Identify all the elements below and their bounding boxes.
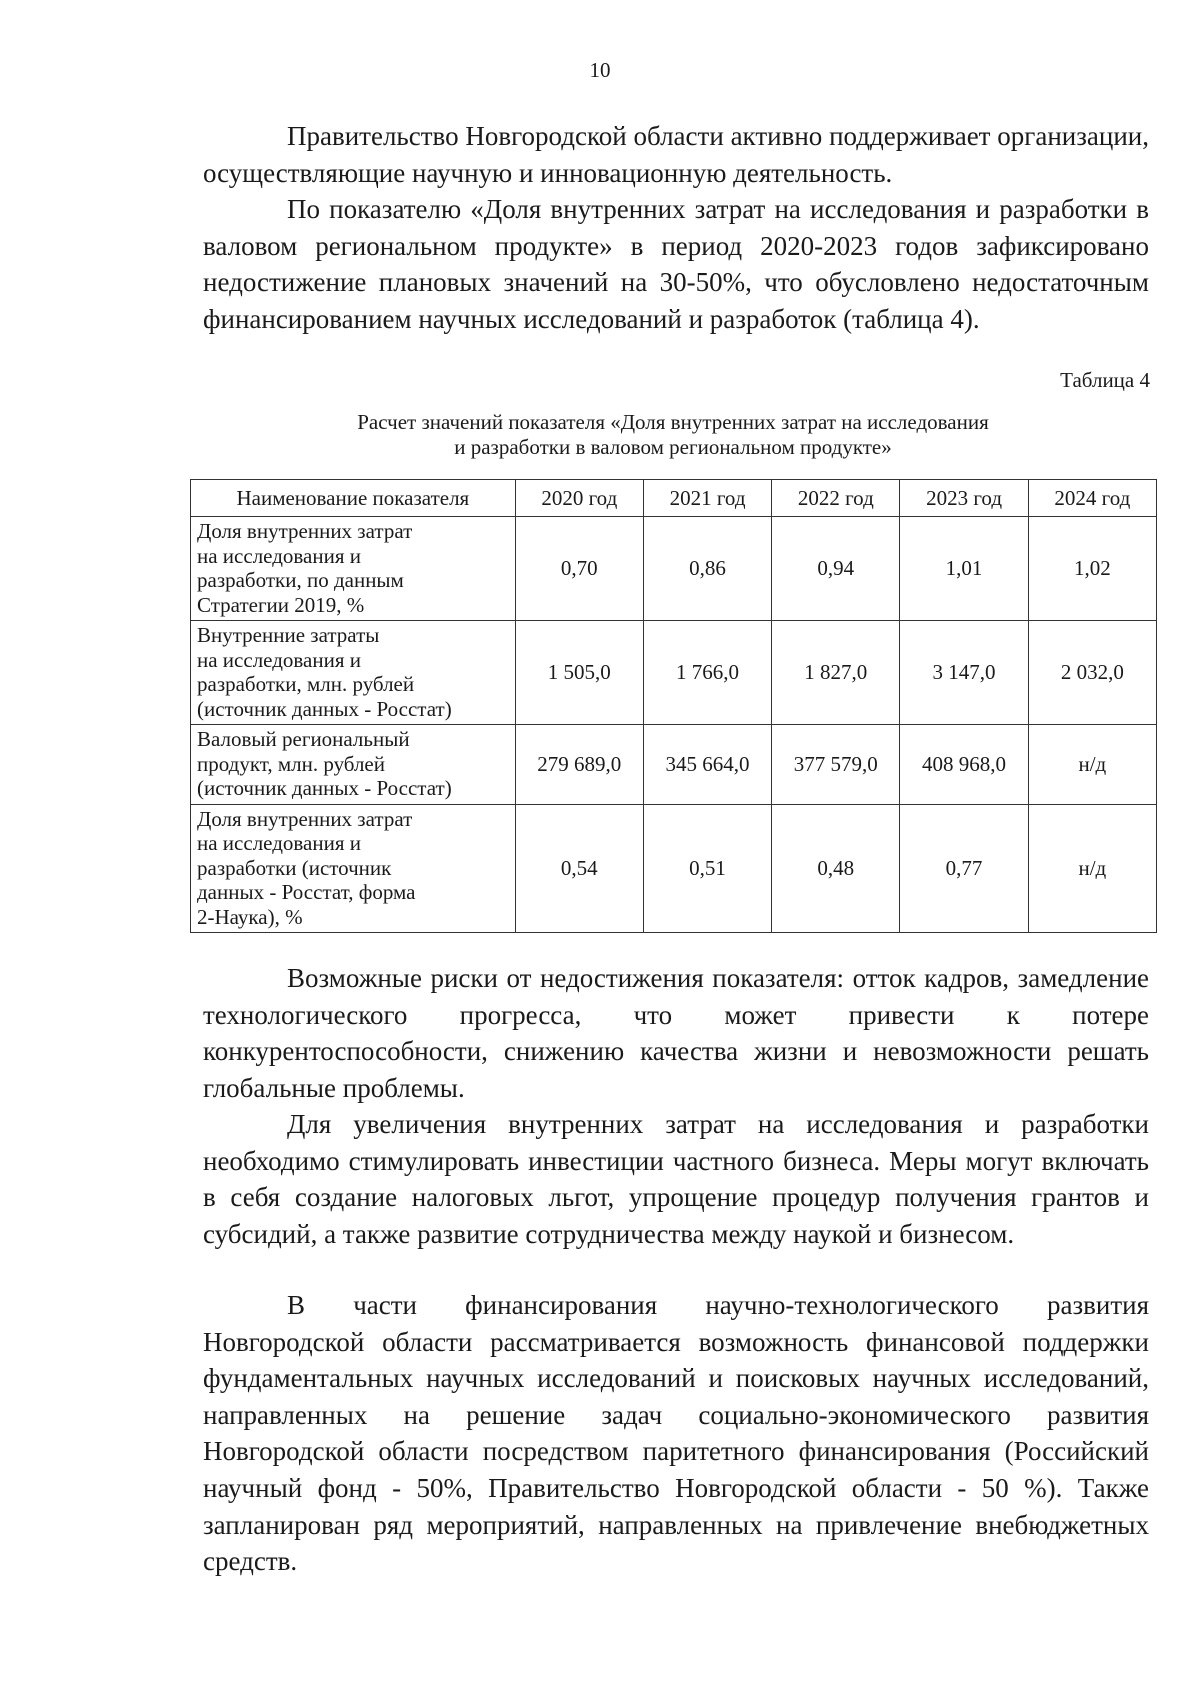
row-name-line: разработки, по данным bbox=[197, 568, 404, 592]
table-caption bbox=[190, 410, 1156, 460]
value-cell: 1,01 bbox=[900, 517, 1028, 621]
row-name-line: Доля внутренних затрат bbox=[197, 806, 413, 831]
row-name-line: данных - Росстат, форма bbox=[197, 880, 416, 904]
indicator-table bbox=[190, 479, 1157, 933]
row-name-cell bbox=[191, 517, 516, 621]
value-cell: 0,94 bbox=[772, 517, 900, 621]
value-cell: 408 968,0 bbox=[900, 725, 1028, 805]
header-year-2024: 2024 год bbox=[1028, 480, 1156, 517]
value-cell: 377 579,0 bbox=[772, 725, 900, 805]
value-cell: 0,70 bbox=[515, 517, 643, 621]
paragraph-indicator-shortfall: По показателю «Доля внутренних затрат на исследования и разработки в валовом региональном продукте» в период 2020-2023 годов зафиксировано недостижение плановых значений на 30-50%, что обусловлено недостаточным финансированием научных исследований и разработок (таблица 4). bbox=[203, 194, 1149, 334]
row-name-line: Внутренние затраты bbox=[197, 623, 380, 647]
paragraph-government-support: Правительство Новгородской области активно поддерживает организации, осуществляющие научную и инновационную деятельность. bbox=[203, 121, 1149, 188]
table-row bbox=[191, 804, 1157, 933]
paragraph-risks: Возможные риски от недостижения показателя: отток кадров, замедление технологического прогресса, что может привести к потере конкурентоспособности, снижению качества жизни и невозможности решать глобальные проблемы. bbox=[203, 963, 1149, 1103]
value-cell: 3 147,0 bbox=[900, 621, 1028, 725]
value-cell: 345 664,0 bbox=[643, 725, 771, 805]
table-caption-line: Расчет значений показателя «Доля внутренних затрат на исследования bbox=[357, 410, 989, 434]
row-name-line: на исследования и bbox=[197, 647, 361, 672]
row-name-line: на исследования и bbox=[197, 543, 361, 568]
table-row bbox=[191, 517, 1157, 621]
value-cell: н/д bbox=[1028, 804, 1156, 933]
table-label: Таблица 4 bbox=[1060, 368, 1150, 392]
table-row bbox=[191, 725, 1157, 805]
value-cell: 0,77 bbox=[900, 804, 1028, 933]
row-name-line: Валовый региональный bbox=[197, 727, 410, 751]
row-name-line: 2-Наука), % bbox=[197, 904, 303, 929]
table-row bbox=[191, 621, 1157, 725]
row-name-cell bbox=[191, 725, 516, 805]
page-number: 10 bbox=[589, 58, 611, 82]
value-cell: н/д bbox=[1028, 725, 1156, 805]
value-cell: 1 766,0 bbox=[643, 621, 771, 725]
row-name-line: разработки, млн. рублей bbox=[197, 672, 415, 696]
header-indicator-name: Наименование показателя bbox=[191, 480, 516, 517]
paragraph-financing: В части финансирования научно-технологического развития Новгородской области рассматривается возможность финансовой поддержки фундаментальных научных исследований и поисковых научных исследований, направленных на решение задач социально-экономического развития Новгородской области посредством паритетного финансирования (Российский научный фонд - 50%, Правительство Новгородской области - 50 %). Также запланирован ряд мероприятий, направленных на привлечение внебюджетных средств. bbox=[203, 1290, 1149, 1577]
row-name-line: разработки (источник bbox=[197, 855, 392, 880]
row-name-cell bbox=[191, 804, 516, 933]
value-cell: 1,02 bbox=[1028, 517, 1156, 621]
header-year-2021: 2021 год bbox=[643, 480, 771, 517]
header-year-2020: 2020 год bbox=[515, 480, 643, 517]
row-name-line: (источник данных - Росстат) bbox=[197, 696, 452, 721]
value-cell: 1 827,0 bbox=[772, 621, 900, 725]
table-header-row bbox=[191, 480, 1157, 517]
paragraph-investment-measures: Для увеличения внутренних затрат на исследования и разработки необходимо стимулировать инвестиции частного бизнеса. Меры могут включать в себя создание налоговых льгот, упрощение процедур получения грантов и субсидий, а также развитие сотрудничества между наукой и бизнесом. bbox=[203, 1109, 1149, 1249]
value-cell: 0,51 bbox=[643, 804, 771, 933]
value-cell: 2 032,0 bbox=[1028, 621, 1156, 725]
header-year-2023: 2023 год bbox=[900, 480, 1028, 517]
value-cell: 0,48 bbox=[772, 804, 900, 933]
value-cell: 1 505,0 bbox=[515, 621, 643, 725]
value-cell: 0,54 bbox=[515, 804, 643, 933]
header-year-2022: 2022 год bbox=[772, 480, 900, 517]
row-name-line: Доля внутренних затрат bbox=[197, 519, 413, 543]
value-cell: 0,86 bbox=[643, 517, 771, 621]
table-caption-line: и разработки в валовом региональном продукте» bbox=[454, 435, 892, 459]
value-cell: 279 689,0 bbox=[515, 725, 643, 805]
row-name-line: (источник данных - Росстат) bbox=[197, 776, 452, 800]
row-name-line: Стратегии 2019, % bbox=[197, 592, 365, 617]
row-name-line: продукт, млн. рублей bbox=[197, 751, 385, 776]
row-name-cell bbox=[191, 621, 516, 725]
row-name-line: на исследования и bbox=[197, 831, 361, 855]
